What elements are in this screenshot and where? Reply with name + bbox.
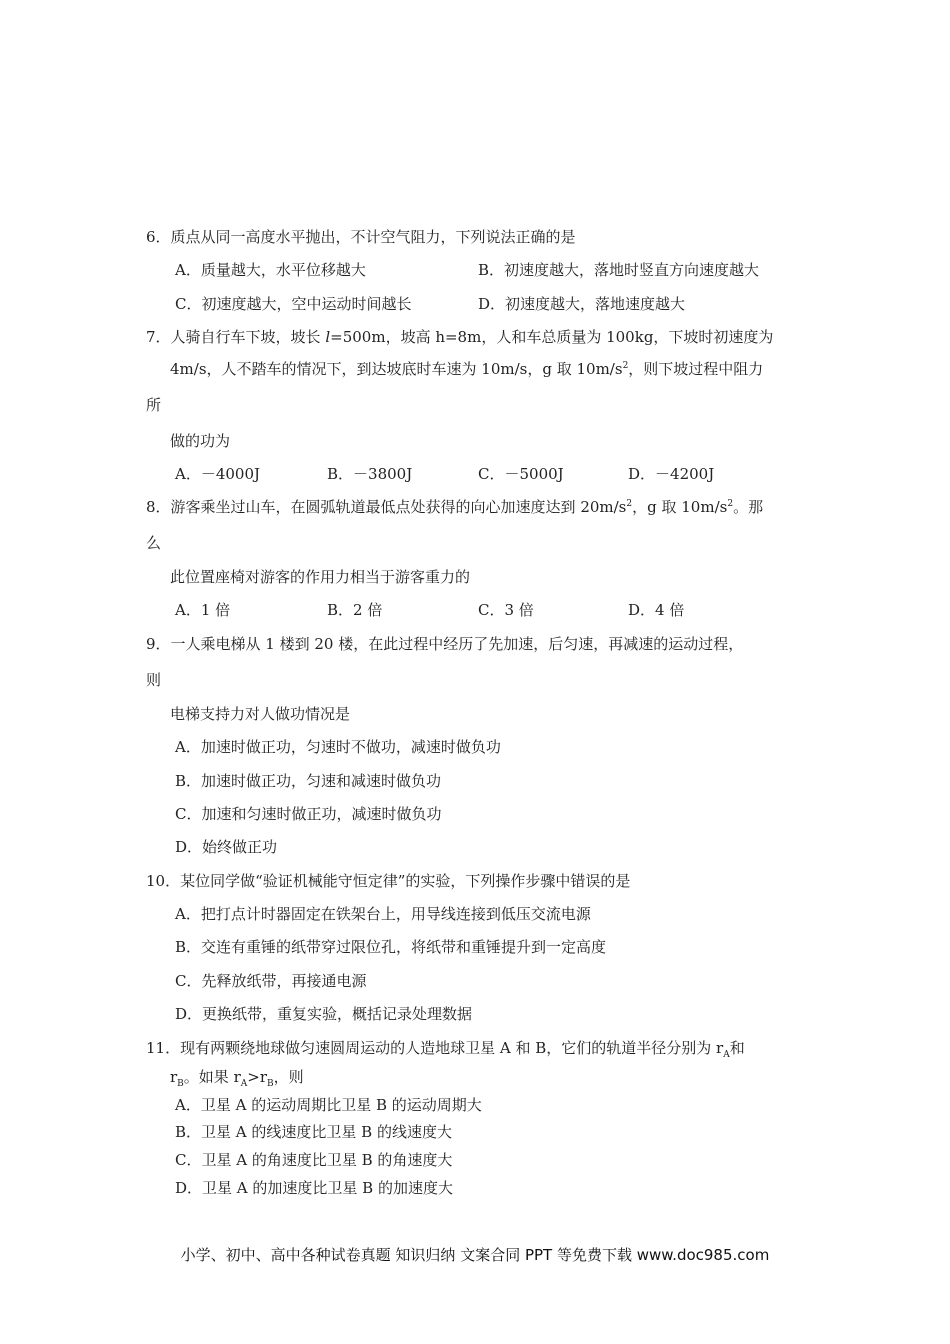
q11-line2-sub1: B [177,1079,184,1089]
q11-stem-line1 [146,1038,745,1065]
q11-line2-sub3: B [267,1079,274,1089]
q7-option-d: D．－4200J [628,465,715,483]
q10-stem: 10．某位同学做“验证机械能守恒定律”的实验，下列操作步骤中错误的是 [146,872,631,890]
q8-stem-line2: 么 [146,534,162,552]
q9-stem-line1: 9．一人乘电梯从 1 楼到 20 楼，在此过程中经历了先加速，后匀速，再减速的运动过程， [146,635,744,653]
q11-stem-line2 [170,1067,304,1094]
q8-stem-line3: 此位置座椅对游客的作用力相当于游客重力的 [170,568,471,586]
q11-line2-sub2: A [240,1079,248,1089]
q11-line2-gt: >r [247,1068,267,1086]
q6-stem: 6．质点从同一高度水平抛出，不计空气阻力，下列说法正确的是 [146,228,576,246]
q7-stem-line3: 所 [146,396,162,414]
q9-option-d: D．始终做正功 [175,838,278,856]
q7-line2-sup: 2 [622,361,629,371]
q7-line1-pre: 7．人骑自行车下坡，坡长 [146,328,326,346]
q7-line1-post: =500m，坡高 h=8m，人和车总质量为 100kg，下坡时初速度为 [330,328,774,346]
q8-option-b: B．2 倍 [327,601,383,619]
q9-option-b: B．加速时做正功，匀速和减速时做负功 [175,772,442,790]
q8-line1-post: 。那 [733,498,764,516]
q8-option-d: D．4 倍 [628,601,685,619]
q8-stem-line1 [146,497,763,517]
q7-length-symbol: l [325,328,331,346]
q7-stem-line2 [170,359,763,379]
q6-option-d: D．初速度越大，落地速度越大 [478,295,686,313]
q7-stem-line4: 做的功为 [170,432,231,450]
q6-option-c: C．初速度越大，空中运动时间越长 [175,295,412,313]
q11-option-a: A．卫星 A 的运动周期比卫星 B 的运动周期大 [175,1096,482,1114]
q8-option-c: C．3 倍 [478,601,534,619]
q11-line2-r1: r [170,1068,178,1086]
q7-option-b: B．－3800J [327,465,413,483]
q6-option-a: A．质量越大，水平位移越大 [175,261,366,279]
q11-line1-post: 和 [729,1039,745,1057]
q8-line1-mid: ，g 取 10m/s [632,498,728,516]
q9-option-a: A．加速时做正功，匀速时不做功，减速时做负功 [175,738,501,756]
q9-option-c: C．加速和匀速时做正功，减速时做负功 [175,805,442,823]
q10-option-d: D．更换纸带，重复实验，概括记录处理数据 [175,1005,473,1023]
page-footer: 小学、初中、高中各种试卷真题 知识归纳 文案合同 PPT 等免费下载 www.doc985.com [180,1246,770,1264]
q11-option-d: D．卫星 A 的加速度比卫星 B 的加速度大 [175,1179,453,1197]
q7-line2-pre: 4m/s，人不踏车的情况下，到达坡底时车速为 10m/s，g 取 10m/s [170,360,623,378]
q11-line2-mid: 。如果 r [183,1068,241,1086]
q8-line1-sup2: 2 [727,499,734,509]
q7-stem-line1 [146,327,773,347]
q11-line2-post: ，则 [273,1068,304,1086]
q8-line1-sup1: 2 [626,499,633,509]
q9-stem-line2: 则 [146,671,162,689]
q11-option-c: C．卫星 A 的角速度比卫星 B 的角速度大 [175,1151,453,1169]
q7-option-c: C．－5000J [478,465,564,483]
q11-line1-sub: A [723,1050,730,1060]
q11-line1-pre: 11．现有两颗绕地球做匀速圆周运动的人造地球卫星 A 和 B，它们的轨道半径分别为 r [146,1039,724,1057]
q8-line1-pre: 8．游客乘坐过山车，在圆弧轨道最低点处获得的向心加速度达到 20m/s [146,498,627,516]
q7-option-a: A．－4000J [175,465,261,483]
q10-option-a: A．把打点计时器固定在铁架台上，用导线连接到低压交流电源 [175,905,591,923]
q10-option-b: B．交连有重锤的纸带穿过限位孔，将纸带和重锤提升到一定高度 [175,938,607,956]
q7-line2-post: ，则下坡过程中阻力 [628,360,764,378]
q11-option-b: B．卫星 A 的线速度比卫星 B 的线速度大 [175,1123,452,1141]
q8-option-a: A．1 倍 [175,601,231,619]
q10-option-c: C．先释放纸带，再接通电源 [175,972,367,990]
q6-option-b: B．初速度越大，落地时竖直方向速度越大 [478,261,760,279]
q9-stem-line3: 电梯支持力对人做功情况是 [170,705,351,723]
